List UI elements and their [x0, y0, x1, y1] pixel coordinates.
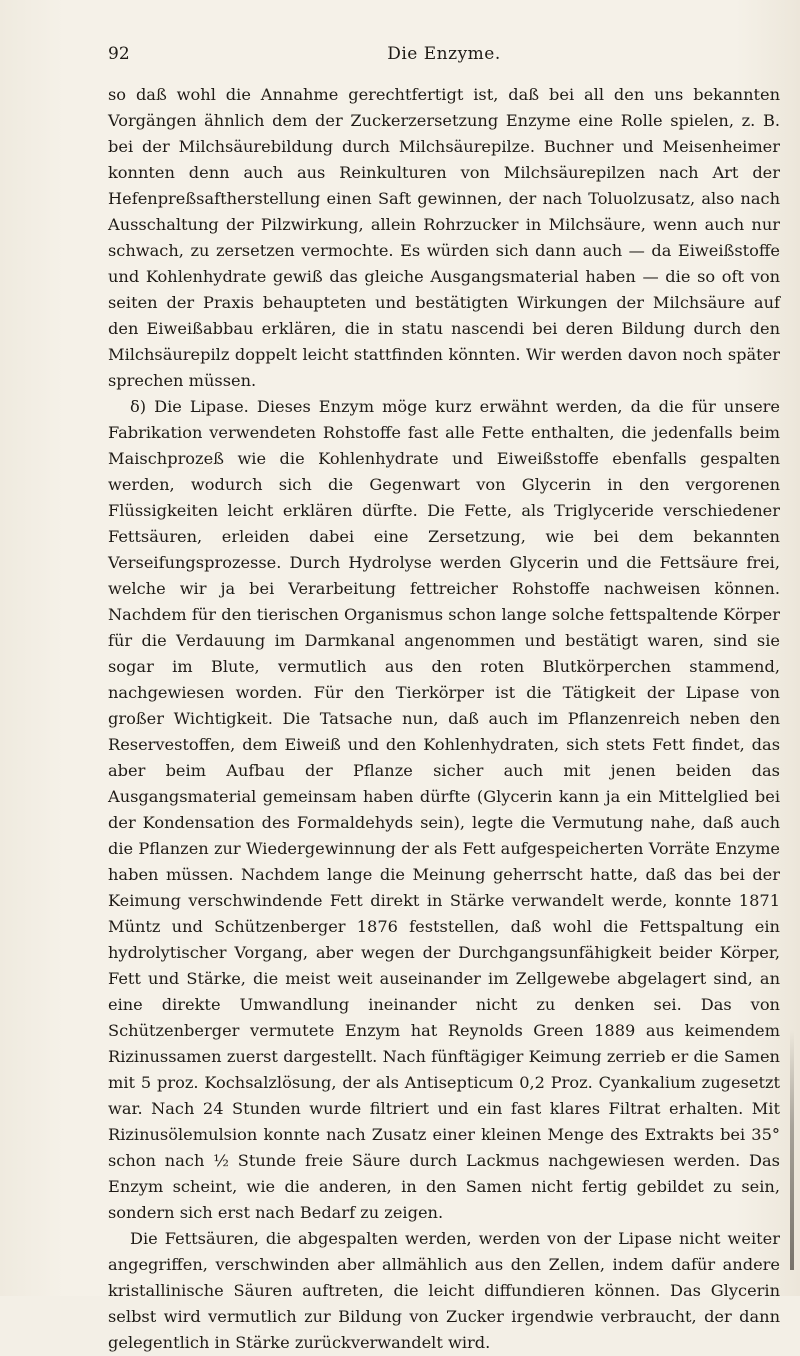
running-title: Die Enzyme.: [387, 44, 501, 64]
paragraph-fettsaeuren: Die Fettsäuren, die abgespalten werden, werden von der Lipase nicht weiter angegriffen, verschwinden aber allmählich aus den Zellen, indem dafür andere kristallinische Säuren auftreten, die leicht diffundieren können. Das Glycerin selbst wird vermutlich zur Bildung von Zucker irgendwie verbraucht, der dann gelegentlich in Stärke zurückverwandelt wird.: [108, 1229, 780, 1352]
paragraph-milchsaeure: so daß wohl die Annahme gerechtfertigt ist, daß bei all den uns bekannten Vorgängen ähnlich dem der Zuckerzersetzung Enzyme eine Rolle spielen, z. B. bei der Milchsäurebildung durch Milchsäurepilze. Buchner und Meisenheimer konnten denn auch aus Reinkulturen von Milchsäurepilzen nach Art der Hefenpreßsaftherstellung einen Saft gewinnen, der nach Toluolzusatz, also nach Ausschaltung der Pilzwirkung, allein Rohrzucker in Milchsäure, wenn auch nur schwach, zu zersetzen vermochte. Es würden sich dann auch — da Eiweißstoffe und Kohlenhydrate gewiß das gleiche Ausgangsmaterial haben — die so oft von seiten der Praxis behaupteten und bestätigten Wirkungen der Milchsäure auf den Eiweißabbau erklären, die in statu nascendi bei deren Bildung durch den Milchsäurepilz doppelt leicht stattfinden könnten. Wir werden davon noch später sprechen müssen.: [108, 85, 780, 390]
body-text: [108, 82, 780, 1356]
page-edge-shadow: [790, 1030, 794, 1270]
page-header: [108, 44, 780, 70]
page-number: 92: [108, 44, 130, 64]
paragraph-lipase: δ) Die Lipase. Dieses Enzym möge kurz erwähnt werden, da die für unsere Fabrikation verwendeten Rohstoffe fast alle Fette enthalten, die jedenfalls beim Maischprozeß wie die Kohlenhydrate und Eiweißstoffe ebenfalls gespalten werden, wodurch sich die Gegenwart von Glycerin in den vergorenen Flüssigkeiten leicht erklären dürfte. Die Fette, als Triglyceride verschiedener Fettsäuren, erleiden dabei eine Zersetzung, wie bei dem bekannten Verseifungsprozesse. Durch Hydrolyse werden Glycerin und die Fettsäure frei, welche wir ja bei Verarbeitung fettreicher Rohstoffe nachweisen können. Nachdem für den tierischen Organismus schon lange solche fettspaltende Körper für die Verdauung im Darmkanal angenommen und bestätigt waren, sind sie sogar im Blute, vermutlich aus den roten Blutkörperchen stammend, nachgewiesen worden. Für den Tierkörper ist die Tätigkeit der Lipase von großer Wichtigkeit. Die Tatsache nun, daß auch im Pflanzenreich neben den Reservestoffen, dem Eiweiß und den Kohlenhydraten, sich stets Fett findet, das aber beim Aufbau der Pflanze sicher auch mit jenen beiden das Ausgangsmaterial gemeinsam haben dürfte (Glycerin kann ja ein Mittelglied bei der Kondensation des Formaldehyds sein), legte die Vermutung nahe, daß auch die Pflanzen zur Wiedergewinnung der als Fett aufgespeicherten Vorräte Enzyme haben müssen. Nachdem lange die Meinung geherrscht hatte, daß das bei der Keimung verschwindende Fett direkt in Stärke verwandelt werde, konnte 1871 Müntz und Schützenberger 1876 feststellen, daß wohl die Fettspaltung ein hydrolytischer Vorgang, aber wegen der Durchgangsunfähigkeit beider Körper, Fett und Stärke, die meist weit auseinander im Zellgewebe abgelagert sind, an eine direkte Umwandlung ineinander nicht zu denken sei. Das von Schützenberger vermutete Enzym hat Reynolds Green 1889 aus keimendem Rizinussamen zuerst dargestellt. Nach fünftägiger Keimung zerrieb er die Samen mit 5 proz. Kochsalzlösung, der als Antisepticum 0,2 Proz. Cyankalium zugesetzt war. Nach 24 Stunden wurde filtriert und ein fast klares Filtrat erhalten. Mit Rizinusölemulsion konnte nach Zusatz einer kleinen Menge des Extrakts bei 35° schon nach ½ Stunde freie Säure durch Lackmus nachgewiesen werden. Das Enzym scheint, wie die anderen, in den Samen nicht fertig gebildet zu sein, sondern sich erst nach Bedarf zu zeigen.: [108, 397, 780, 1222]
